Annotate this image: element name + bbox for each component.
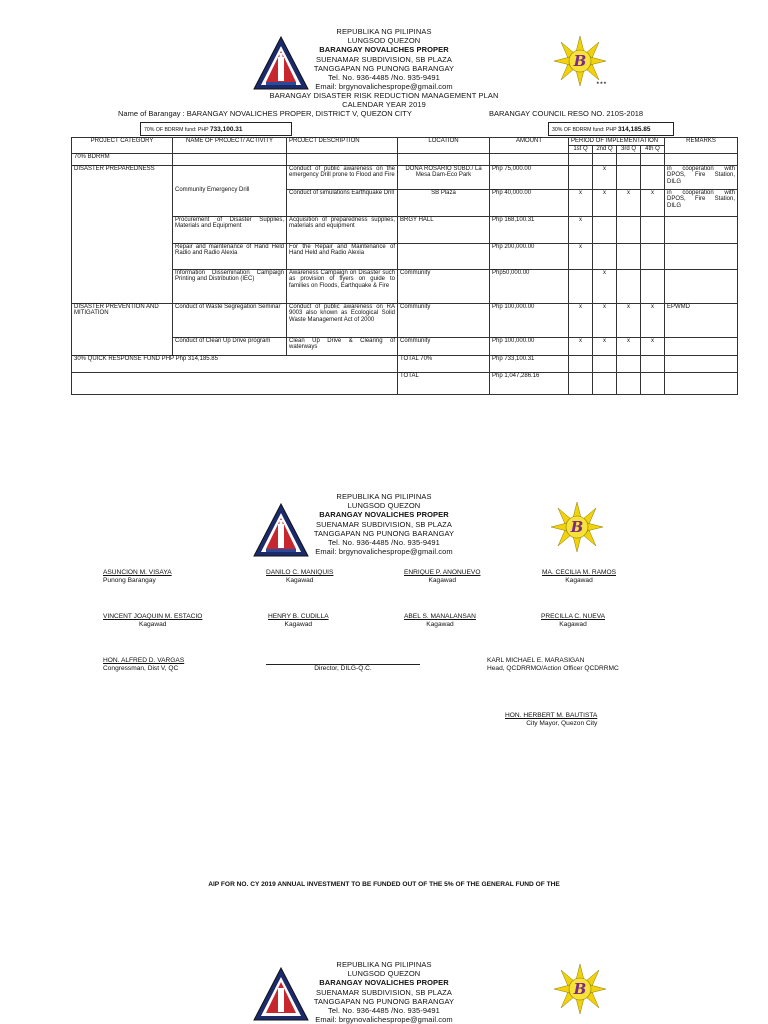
signatory: DANILO C. MANIQUIS Kagawad xyxy=(266,569,334,584)
col-location: LOCATION xyxy=(398,138,490,154)
q3-mark xyxy=(617,216,641,243)
table-row xyxy=(72,303,738,337)
table-row-bdrrm xyxy=(72,153,738,165)
q1-mark: x xyxy=(569,216,593,243)
signatory: HENRY B. CUDILLA Kagawad xyxy=(268,613,329,628)
col-q1: 1st Q xyxy=(569,145,593,153)
project-remarks xyxy=(665,216,738,243)
q4-mark xyxy=(641,243,665,269)
council-reso-line: BARANGAY COUNCIL RESO NO. 210S-2018 xyxy=(489,109,644,118)
plan-title: BARANGAY DISASTER RISK REDUCTION MANAGEMENT PLAN xyxy=(269,91,499,100)
project-remarks: in cooperation with DPOS, Fire Station, DILG xyxy=(665,189,738,216)
barangay-sun-logo xyxy=(548,34,612,94)
q1-mark xyxy=(569,165,593,189)
q3-mark: x xyxy=(617,189,641,216)
table-row xyxy=(72,165,738,189)
signatory: ABEL S. MANALANSAN Kagawad xyxy=(404,613,476,628)
project-location xyxy=(398,243,490,269)
col-period: PERIOD OF IMPLEMENTATION xyxy=(569,138,665,146)
q2-mark xyxy=(593,216,617,243)
col-project-description: PROJECT DESCRIPTION xyxy=(287,138,398,154)
signatory: ENRIQUE P. ANONUEVO Kagawad xyxy=(404,569,481,584)
project-description: Clean Up Drive & Clearing of waterways xyxy=(287,337,398,355)
q3-mark xyxy=(617,269,641,303)
project-amount: Php 40,000.00 xyxy=(490,189,569,216)
col-amount: AMOUNT xyxy=(490,138,569,154)
fund-70-box: 70% OF BDRRM fund: PHP 733,100.31 xyxy=(140,122,292,136)
project-location: SB Plaza xyxy=(398,189,490,216)
q4-mark: x xyxy=(641,303,665,337)
col-project-category: PROJECT CATEGORY xyxy=(72,138,173,154)
signatory: HON. HERBERT M. BAUTISTA City Mayor, Quezon City xyxy=(505,712,598,727)
signatory: HON. ALFRED D. VARGAS Congressman, Dist V, QC xyxy=(103,657,185,672)
q2-mark xyxy=(593,243,617,269)
project-amount: Php 75,000.00 xyxy=(490,165,569,189)
q1-mark: x xyxy=(569,189,593,216)
project-location: Community xyxy=(398,269,490,303)
barangay-sun-logo xyxy=(545,500,609,560)
q1-mark xyxy=(569,269,593,303)
total-value: Php 1,047,286.16 xyxy=(490,372,569,394)
quezon-city-seal-logo xyxy=(252,502,310,560)
project-remarks xyxy=(665,269,738,303)
q4-mark xyxy=(641,165,665,189)
project-location: Community xyxy=(398,337,490,355)
category-disaster-prevention: DISASTER PREVENTION AND MITIGATION xyxy=(72,303,173,355)
barangay-sun-logo xyxy=(548,962,612,1022)
drrm-plan-table xyxy=(71,137,738,395)
q3-mark: x xyxy=(617,303,641,337)
project-description: Acquisition of preparedness supplies, materials and equipment xyxy=(287,216,398,243)
project-amount: Php50,000.00 xyxy=(490,269,569,303)
table-header-row xyxy=(72,138,738,146)
letterhead-text: REPUBLIKA NG PILIPINAS LUNGSOD QUEZON BARANGAY NOVALICHES PROPER SUENAMAR SUBDIVISION, SB PLAZA TANGGAPAN NG PUNONG BARANGAY Tel. No. 936-4485 /No. 935-9491 Email: brgynovalichesprope@gmail.com xyxy=(313,27,455,92)
svg-text:B: B xyxy=(570,518,584,536)
project-location: Community xyxy=(398,303,490,337)
col-q3: 3rd Q xyxy=(617,145,641,153)
quezon-city-seal-logo xyxy=(252,35,310,93)
bdrrm-label: 70% BDRRM xyxy=(72,153,173,165)
project-amount: Php 200,000.00 xyxy=(490,243,569,269)
total-label: TOTAL xyxy=(398,372,490,394)
signatory: VINCENT JOAQUIN M. ESTACIO Kagawad xyxy=(103,613,203,628)
project-remarks xyxy=(665,337,738,355)
barangay-name-line: Name of Barangay : BARANGAY NOVALICHES PROPER, DISTRICT V, QUEZON CITY xyxy=(118,109,412,118)
signature-line xyxy=(266,657,420,665)
fund-30-box: 30% OF BDRRM fund: PHP 314,185.85 xyxy=(548,122,674,136)
plan-subtitle: CALENDAR YEAR 2019 xyxy=(342,100,426,109)
project-name: Conduct of Clean Up Drive program xyxy=(173,337,287,355)
project-name: Procurement of Disaster Supplies, Materials and Equipment xyxy=(173,216,287,243)
project-description: Awareness Campaign on Disaster such as provision of flyers on guide to families on Floods, Earthquake & Fire xyxy=(287,269,398,303)
svg-text:B: B xyxy=(573,52,587,70)
project-amount: Php 100,000.00 xyxy=(490,337,569,355)
total-70-label: TOTAL 70% xyxy=(398,355,490,372)
q4-mark xyxy=(641,269,665,303)
q3-mark xyxy=(617,165,641,189)
project-description: Conduct of public awareness on the emergency Drill prone to Flood and Fire xyxy=(287,165,398,189)
svg-text:★★★: ★★★ xyxy=(596,80,607,85)
col-project-name: NAME OF PROJECT/ ACTIVITY xyxy=(173,138,287,154)
q1-mark: x xyxy=(569,243,593,269)
project-amount: Php 168,100.31 xyxy=(490,216,569,243)
col-remarks: REMARKS xyxy=(665,138,738,154)
project-amount: Php 100,000.00 xyxy=(490,303,569,337)
project-name: Conduct of Waste Segregation Seminar xyxy=(173,303,287,337)
project-remarks xyxy=(665,243,738,269)
letterhead-text: REPUBLIKA NG PILIPINAS LUNGSOD QUEZON BARANGAY NOVALICHES PROPER SUENAMAR SUBDIVISION, SB PLAZA TANGGAPAN NG PUNONG BARANGAY Tel. No. 936-4485 /No. 935-9491 Email: brgynovalichesprope@gmail.com xyxy=(313,492,455,557)
letterhead-text: REPUBLIKA NG PILIPINAS LUNGSOD QUEZON BARANGAY NOVALICHES PROPER SUENAMAR SUBDIVISION, SB PLAZA TANGGAPAN NG PUNONG BARANGAY Tel. No. 936-4485 /No. 935-9491 Email: brgynovalichesprope@gmail.com xyxy=(313,960,455,1024)
signatory: Director, DILG-Q.C. xyxy=(266,657,420,673)
table-row-grand-total xyxy=(72,372,738,394)
quick-response-fund: 30% QUICK RESPONSE FUND PHP Php 314,185.85 xyxy=(72,355,398,372)
q4-mark xyxy=(641,216,665,243)
q2-mark: x xyxy=(593,269,617,303)
signatory: MA. CECILIA M. RAMOS Kagawad xyxy=(542,569,617,584)
category-disaster-preparedness: DISASTER PREPAREDNESS xyxy=(72,165,173,303)
project-description: Conduct of simulations Earthquake Drill xyxy=(287,189,398,216)
signatory: KARL MICHAEL E. MARASIGAN Head, QCDRRMO/Action Officer QCDRRMC xyxy=(487,657,619,672)
signatory: PRECILLA C. NUEVA Kagawad xyxy=(541,613,606,628)
project-name: Community Emergency Drill xyxy=(173,165,287,216)
q4-mark: x xyxy=(641,189,665,216)
q2-mark: x xyxy=(593,303,617,337)
table-row-qrf-total xyxy=(72,355,738,372)
svg-text:B: B xyxy=(573,980,587,998)
aip-footer-text: AIP FOR NO. CY 2019 ANNUAL INVESTMENT TO BE FUNDED OUT OF THE 5% OF THE GENERAL FUND OF THE xyxy=(208,881,560,888)
col-q4: 4th Q xyxy=(641,145,665,153)
q3-mark: x xyxy=(617,337,641,355)
project-description: For the Repair and Maintenance of Hand Held and Radio Alexia xyxy=(287,243,398,269)
project-description: Conduct of public awareness on RA 9003 also known as Ecological Solid Waste Management Act of 2000 xyxy=(287,303,398,337)
project-remarks: in cooperation with DPOS, Fire Station, DILG xyxy=(665,165,738,189)
q2-mark: x xyxy=(593,337,617,355)
q4-mark: x xyxy=(641,337,665,355)
project-name: Information Dissemination Campaign Printing and Distribution (IEC) xyxy=(173,269,287,303)
q1-mark: x xyxy=(569,337,593,355)
q3-mark xyxy=(617,243,641,269)
q2-mark: x xyxy=(593,165,617,189)
q1-mark: x xyxy=(569,303,593,337)
project-remarks: EPWMD xyxy=(665,303,738,337)
signatory: ASUNCION M. VISAYA Punong Barangay xyxy=(103,569,172,584)
project-location: DONA ROSARIO SUBD./ La Mesa Dam-Eco Park xyxy=(398,165,490,189)
q2-mark: x xyxy=(593,189,617,216)
project-name: Repair and maintenance of Hand Held Radio and Radio Alexia xyxy=(173,243,287,269)
project-location: BRGY HALL xyxy=(398,216,490,243)
quezon-city-seal-logo xyxy=(252,966,310,1024)
col-q2: 2nd Q xyxy=(593,145,617,153)
total-70-value: Php 733,100.31 xyxy=(490,355,569,372)
